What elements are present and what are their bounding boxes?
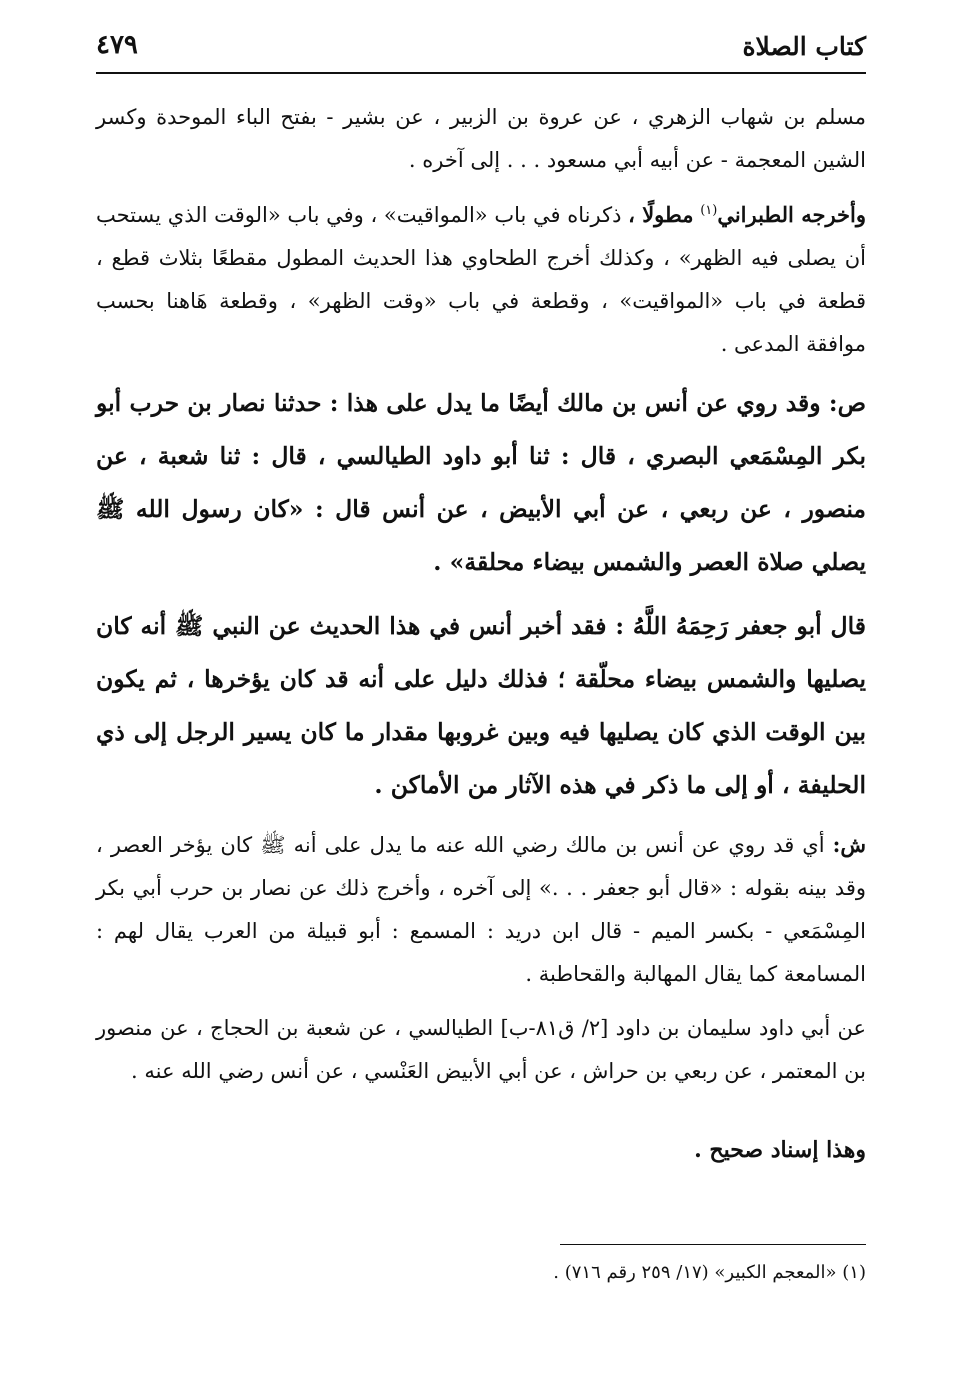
paragraph-lead: وأخرجه الطبراني: [717, 202, 866, 227]
matn-paragraph-abu-jafar: قال أبو جعفر رَحِمَهُ اللَّهُ : فقد أخبر أنس في هذا الحديث عن النبي ﷺ أنه كان يصليها والشمس بيضاء محلّقة ؛ فذلك دليل على أنه قد كان يؤخرها ، ثم يكون بين الوقت الذي كان يصليها فيه وبين غروبها مقدار ما كان يسير الرجل إلى ذي الحليفة ، أو إلى ما ذكر في هذه الآثار من الأماكن .: [96, 612, 866, 799]
paragraph-text: أي قد روي عن أنس بن مالك رضي الله عنه ما يدل على أنه ﷺ كان يؤخر العصر ، وقد بينه بقوله : «قال أبو جعفر . . .» إلى آخره ، وأخرج ذلك عن نصار بن حرب أبي بكر المِسْمَعي - بكسر الميم - قال ابن دريد : المسمع : أبو قبيلة من العرب يقال لهم : المسامعة كما يقال المهالبة والقحاطبة .: [96, 833, 866, 986]
page-body: [96, 96, 866, 1172]
footnote-separator: [560, 1244, 866, 1245]
page-header: [96, 22, 866, 74]
page-number: ٤٧٩: [96, 30, 138, 60]
commentary-paragraph-2: [96, 193, 866, 366]
isnad-verdict: وهذا إسناد صحيح .: [694, 1137, 866, 1163]
matn-paragraph-hadith: ص: وقد روي عن أنس بن مالك أيضًا ما يدل على هذا : حدثنا نصار بن حرب أبو بكر المِسْمَعي البصري ، قال : ثنا أبو داود الطيالسي ، قال : ثنا شعبة ، عن منصور ، عن ربعي ، عن أبي الأبيض ، عن أنس قال : «كان رسول الله ﷺ يصلي صلاة العصر والشمس بيضاء محلقة» .: [96, 389, 866, 576]
paragraph-text: ذكرناه في باب «المواقيت» ، وفي باب «الوقت الذي يستحب أن يصلى فيه الظهر» ، وكذلك أخرج الطحاوي هذا الحديث المطول مقطعًا بثلاث قطع ، قطعة في باب «المواقيت» ، وقطعة في باب «وقت الظهر» ، وقطعة هَاهنا بحسب موافقة المدعى .: [96, 203, 866, 356]
commentary-paragraph-3: [96, 823, 866, 996]
running-title: كتاب الصلاة: [742, 32, 866, 61]
sharh-marker: ش:: [832, 832, 866, 857]
commentary-paragraph-1: مسلم بن شهاب الزهري ، عن عروة بن الزبير ، عن بشير - بفتح الباء الموحدة وكسر الشين المعجمة - عن أبيه أبي مسعود . . . إلى آخره .: [96, 105, 866, 172]
commentary-paragraph-4: عن أبي داود سليمان بن داود [٢/ ق٨١-ب] الطيالسي ، عن شعبة بن الحجاج ، عن منصور بن المعتمر ، عن ربعي بن حراش ، عن أبي الأبيض العَنْسي ، عن أنس رضي الله عنه .: [96, 1016, 867, 1083]
footnote: (١) «المعجم الكبير» (١٧/ ٢٥٩ رقم ٧١٦) .: [553, 1262, 866, 1283]
footnote-marker[interactable]: (١): [700, 203, 718, 218]
paragraph-lead-2: مطولًا ،: [628, 202, 694, 227]
